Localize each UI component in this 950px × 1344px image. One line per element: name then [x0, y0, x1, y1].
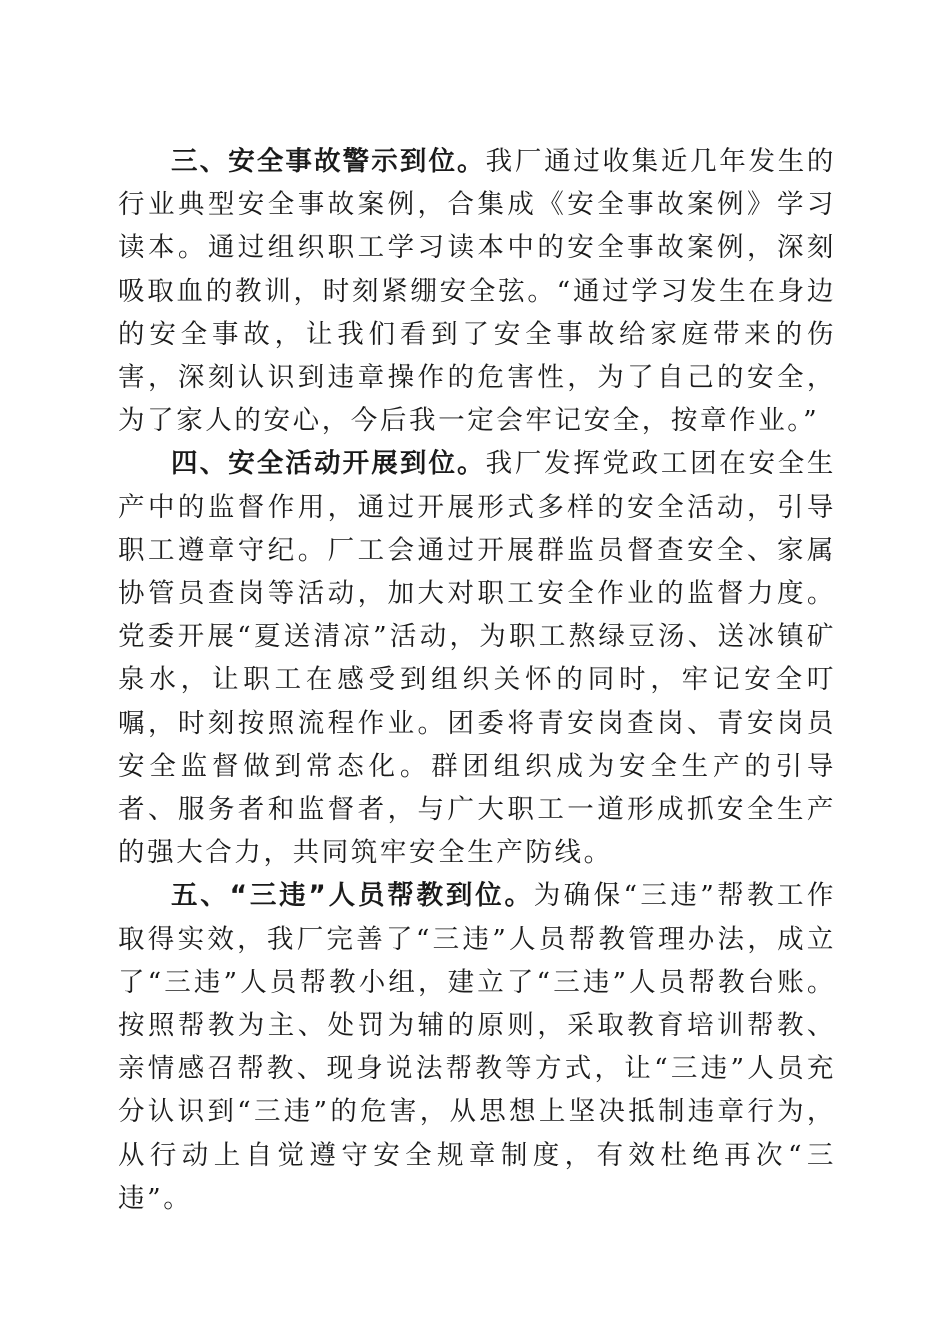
- paragraph-safety-activities: [118, 442, 836, 874]
- paragraph-three-violations: [118, 874, 836, 1220]
- paragraph-text: 我厂通过收集近几年发生的行业典型安全事故案例，合集成《安全事故案例》学习读本。通过组织职工学习读本中的安全事故案例，深刻吸取血的教训，时刻紧绷安全弦。“通过学习发生在身边的安全事故，让我们看到了安全事故给家庭带来的伤害，深刻认识到违章操作的危害性，为了自己的安全，为了家人的安心，今后我一定会牢记安全，按章作业。”: [118, 146, 837, 437]
- paragraph-text: 为确保“三违”帮教工作取得实效，我厂完善了“三违”人员帮教管理办法，成立了“三违”人员帮教小组，建立了“三违”人员帮教台账。按照帮教为主、处罚为辅的原则，采取教育培训帮教、亲情感召帮教、现身说法帮教等方式，让“三违”人员充分认识到“三违”的危害，从思想上坚决抵制违章行为，从行动上自觉遵守安全规章制度，有效杜绝再次“三违”。: [118, 880, 836, 1214]
- paragraph-heading: 四、安全活动开展到位。: [171, 448, 486, 480]
- paragraph-accident-warning: [118, 140, 836, 442]
- paragraph-heading: 三、安全事故警示到位。: [171, 146, 486, 177]
- paragraph-heading: 五、“三违”人员帮教到位。: [171, 880, 534, 912]
- paragraph-text: 我厂发挥党政工团在安全生产中的监督作用，通过开展形式多样的安全活动，引导职工遵章守纪。厂工会通过开展群监员督查安全、家属协管员查岗等活动，加大对职工安全作业的监督力度。党委开展“夏送清凉”活动，为职工熬绿豆汤、送冰镇矿泉水，让职工在感受到组织关怀的同时，牢记安全叮嘱，时刻按照流程作业。团委将青安岗查岗、青安岗员安全监督做到常态化。群团组织成为安全生产的引导者、服务者和监督者，与广大职工一道形成抓安全生产的强大合力，共同筑牢安全生产防线。: [118, 448, 837, 869]
- document-body: [118, 140, 836, 1220]
